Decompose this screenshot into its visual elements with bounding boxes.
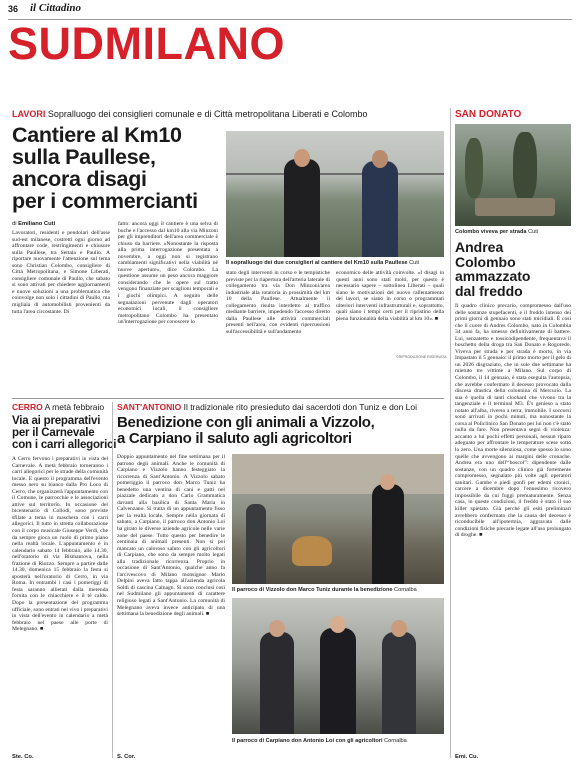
fence bbox=[226, 173, 444, 175]
side-headline-line: Andrea bbox=[455, 239, 504, 255]
person-2-head bbox=[330, 616, 346, 633]
side-headline-line: dal freddo bbox=[455, 282, 523, 299]
cerro-kicker-label: CERRO bbox=[12, 402, 43, 412]
side-headline bbox=[455, 240, 530, 298]
cerro-signature: Ste. Co. bbox=[12, 754, 34, 760]
side-photo bbox=[455, 124, 571, 226]
lead-col-4: economico delle attività coinvolte. «I disagi in questi anni sono stati molti, per questo è necessario sapere – sottolinea Liberati – quali siano le motivazioni del nuovo rallentamento dei lavori, se siano in corso o programmati ulteriori interventi infrastrutturali e, soprattutto, quali siano i tempi certi per il ripristino della piena funzionalità della viabilità al km 10». ■ bbox=[336, 270, 444, 322]
side-headline-line: ammazzato bbox=[455, 268, 531, 284]
carpiano-photo-caption bbox=[232, 738, 407, 744]
person-left-head bbox=[294, 149, 310, 167]
side-section: SAN DONATO bbox=[455, 109, 522, 120]
side-photo-caption bbox=[455, 229, 538, 235]
santantonio-kicker-text: Il tradizionale rito presieduto dai sacerdoti don Tuniz e don Loi bbox=[183, 402, 418, 412]
lead-bottom-rule bbox=[12, 398, 444, 399]
carpiano-photo bbox=[232, 598, 444, 734]
byline-prefix: di bbox=[12, 221, 17, 227]
santantonio-headline-line: a Carpiano il saluto agli agricoltori bbox=[117, 430, 352, 447]
person-3 bbox=[382, 632, 416, 734]
lead-headline bbox=[12, 124, 198, 212]
cerro-kicker-text: A metà febbraio bbox=[44, 402, 105, 412]
lead-col-3: stato degli interventi in corso e le tempistiche previste per la riapertura dell'arteria laterale di collegamento tra via Don Minzoni/area industriale alla rotatoria in prossimità del km 10 della Paullese. Attualmente il collegamento risulta interdetto al traffico mediante barriere, impedendo l'accesso diretto dalla Paullese alle attività commerciali presenti nell'area, con evidenti ripercussioni sull'accessibilità e sull'andamento bbox=[226, 270, 330, 335]
lead-photo bbox=[226, 131, 444, 257]
lead-copyright: ©RIPRODUZIONE RISERVATA bbox=[396, 355, 447, 359]
person-2 bbox=[320, 628, 356, 734]
lead-kicker-text: Sopralluogo dei consiglieri comunale e di Città metropolitana Liberati e Colombo bbox=[47, 109, 368, 119]
debris bbox=[475, 198, 555, 216]
side-signature: Emi. Cu. bbox=[455, 754, 479, 760]
carpiano-photo-caption-text: Il parroco di Carpiano don Antonio Loi con gli agricoltori bbox=[232, 738, 383, 744]
cerro-headline-line: per il Carnevale bbox=[12, 427, 95, 439]
byline bbox=[12, 221, 55, 227]
vizzolo-photo bbox=[232, 454, 444, 584]
lead-col-1: Lavoratori, residenti e pendolari dell'asse sud-est milanese, costretti ogni giorno ad affrontare code, restringimenti e chiusure sulla Paullese, tra Settala e Paullo. A riportare nuovamente l'attenzione sul tema sono Christian Colombo, consigliere di Città Metropolitana, e Simone Liberati, consigliere comunale di Paullo, che sabato si sono attivati per chiedere aggiornamenti e nuove soluzioni a una problematica che coinvolge non solo i cittadini di Paullo, ma migliaia di automobilisti provenienti da tutta l'area circostante. Di bbox=[12, 230, 110, 315]
lead-photo-caption bbox=[226, 260, 446, 266]
person-right bbox=[362, 161, 398, 257]
tree-1 bbox=[465, 138, 483, 198]
lead-kicker-label: LAVORI bbox=[12, 109, 46, 119]
santantonio-signature: S. Cor. bbox=[117, 754, 136, 760]
person-right-head bbox=[372, 150, 388, 168]
priest-head bbox=[380, 474, 395, 490]
side-headline-line: Colombo bbox=[455, 253, 516, 270]
vizzolo-photo-caption-text: Il parroco di Vizzolo don Marco Tuniz durante la benedizione bbox=[232, 587, 393, 593]
person-1-head bbox=[269, 620, 285, 637]
cerro-headline bbox=[12, 415, 116, 451]
person-bg bbox=[246, 504, 266, 584]
section-title: SUDMILANO bbox=[8, 18, 285, 69]
santantonio-text: Doppio appuntamento nel fine settimana per il patrono degli animali. Anche le comunità di Carpiano e Vizzolo hanno festeggiato la ricorrenza di Sant'Antonio. A Vizzolo sabato pomeriggio il parroco don Marco Tuniz ha benedetto una ventina di cani e gatti nel piazzale dedicato a don Carlo Grammatica davanti alla basilica di Santa Maria in Calvenzano. Si tratta di un appuntamento fisso per la realtà locale. Sempre nella giornata di sabato, a Carpiano, il parroco don Antonio Loi ha girato le diverse aziende agricole nelle varie zone del paese. Tutto questo per benedire le centinaia di animali presenti. Non si poi mancato un caloroso saluto con gli agricoltori di Carpiano, che sono da sempre molto legati alla tradizionale ricorrenza. Proprio in occasione di Sant'Antonio, qualche anno fa l'arcivescovo di Milano monsignor Mario Delpini aveva fatto tappa all'azienda agricola Soldi di cascina Calnagn. Si sono conclusi così nel Sudmilano gli appuntamenti di carattere religioso legati a Sant'Antonio. La comunità di Melegnano aveva invece anticipato di una settimana la benedizione degli animali. ■ bbox=[117, 454, 225, 618]
side-photo-caption-text: Colombo viveva per strada bbox=[455, 229, 527, 235]
cerro-headline-line: Via ai preparativi bbox=[12, 415, 101, 427]
person-3-head bbox=[391, 620, 407, 637]
lead-headline-line: sulla Paullese, bbox=[12, 145, 156, 169]
dog bbox=[292, 536, 332, 566]
side-photo-credit: Cuti bbox=[528, 229, 539, 235]
building bbox=[232, 454, 444, 494]
tree-2 bbox=[513, 132, 537, 202]
person-left bbox=[284, 159, 320, 257]
vizzolo-photo-caption bbox=[232, 587, 417, 593]
masthead: il Cittadino bbox=[30, 2, 82, 14]
lead-photo-credit: Cuti bbox=[409, 260, 420, 266]
cerro-divider bbox=[112, 402, 113, 758]
byline-name: Emiliano Cuti bbox=[18, 221, 56, 227]
santantonio-kicker bbox=[117, 402, 417, 412]
santantonio-headline bbox=[117, 415, 375, 447]
lead-headline-line: ancora disagi bbox=[12, 167, 147, 191]
santantonio-kicker-label: SANT'ANTONIO bbox=[117, 402, 182, 412]
side-divider bbox=[450, 108, 451, 758]
page-number: 36 bbox=[8, 4, 19, 14]
carpiano-photo-credit: Cornalba bbox=[384, 738, 407, 744]
lead-headline-line: Cantiere al Km10 bbox=[12, 123, 182, 147]
cerro-kicker bbox=[12, 402, 104, 412]
lead-headline-line: per i commercianti bbox=[12, 189, 198, 213]
person-1 bbox=[260, 632, 294, 734]
cerro-text: A Cerro fervono i preparativi in vista del Carnevale. A metà febbraio torneranno i carri allegorici per le strade della comunità locale. E questo il programma dell'evento messo nero su bianco dalla Pro Loco di Cerro, che organizzerà l'appuntamento con il Comune, le parrocchie e le associazioni attive sul territorio. In occasione del bicentenario di Collodi, sono previste sfilate a tema in maschera con i carri allegorici. Il tutto in stretta collaborazione con il corpo musicale Giuseppe Verdi, che da sempre gioca un ruolo di primo piano nella realtà locale. L'appuntamento è in calendario sabato 14 febbraio, alle 14.30, nell'oratorio di via Bismantova, nella frazione di Riozzo. Sempre a partire dalle 14.30, domenica 15 febbraio la festa si sposterà nell'oratorio di Cerro, in via Roma. In entrambi i casi i pomeriggi di festa saranno allietati dalla merenda fornita con le chiacchiere e il tè caldo. Dopo la presentazione del programma ufficiale, sono entrati nel vivo i preparativi in vista dell'evento in calendario a metà febbraio nel paese alle porte di Melegnano. ■ bbox=[12, 456, 108, 633]
vizzolo-photo-credit: Cornalba bbox=[394, 587, 417, 593]
side-text: Il quadro clinico precario, compromesso dall'uso delle sostanze stupefacenti, e il freddo intenso dei primi giorni di gennaio sono stati micidiali. È così che il cuore di Andres Colombo, nato in Colombia 34 anni fa, ha smesso definitivamente di battere. Lui, senzatetto e tossicodipendente, frequentava il boschetto della droga tra San Donato e Rogoredo. Viveva per strada e per strada è morto, in via Impastato il 5 gennaio: il primo morto per il gelo di un 2026 disgraziato, che in sole due settimane ha mietuto tre vittime a Milano. Sul corpo di Colombo, il 14 gennaio, è stata eseguita l'autopsia, che avrebbe confermato il decesso provocato dalla discesa drastica della colonnina di Mercurio. La sua è quella di tanti clochard che vivono tra la tangenziale e il terminal M3. È's genieso a stato notato all'alba, riverso a terra, immobile. I soccorsi sono arrivati in pochi minuti, ma nonostante la corsa al Policlinico San Donato per lui non c'è stato nulla da fare. Non presentava segni di violenza: accanto a lui pochi effetti personali, nessun riparo adeguato per affrontare le temperature scese sotto lo zero. Una morte silenziosa, come spesso lo sono quelle che avvengono ai margini delle cronache. Andrea era uno dell'“boscol”: dipendente dalle sostanze, con un quadro clinico già fortemente compromesso, segnalato più volte agli operatori sanitari. Gambe e piedi gonfi per edemi cronici, carcere a dicembre dopo l'ennesimo ricovero impossibile da cui fuggì prematuramente. Senza casa, in queste condizioni, il freddo è stato il suo killer spietato. Già perché gli esiti preliminari avrebbero confermato che la causa del decesso è riconducibile all'ipotermia, aggravata dalle condizioni fisiche precarie legate all'uso prolungato di droghe. ■ bbox=[455, 303, 571, 539]
lead-kicker bbox=[12, 109, 368, 119]
santantonio-headline-line: Benedizione con gli animali a Vizzolo, bbox=[117, 414, 375, 431]
lead-photo-caption-text: Il sopralluogo dei due consiglieri al cantiere del Km10 sulla Paullese bbox=[226, 260, 408, 266]
priest bbox=[372, 484, 404, 584]
cerro-headline-line: con i carri allegorici bbox=[12, 439, 117, 451]
lead-col-2: fatto: ancora oggi il cantiere è una selva di buche e l'accesso dal km10 alla via Minzoni per gli imprenditori dell'area commerciale è chiuso da barriere. «Nonostante la risposta alla prima interrogazione presentata a novembre, a oggi non si registrano cambiamenti significativi nella viabilità né nuove aperture», dice Colombo. La questione assume un peso ancora maggiore considerando che le opere sul tratto vengono finanziate per scaglioni temporali e i giochi olimpici. A seguito delle segnalazioni pervenute dagli operatori economici locali, il consigliere metropolitano Colombo ha presentato un'interrogazione per conoscere lo bbox=[118, 221, 218, 326]
